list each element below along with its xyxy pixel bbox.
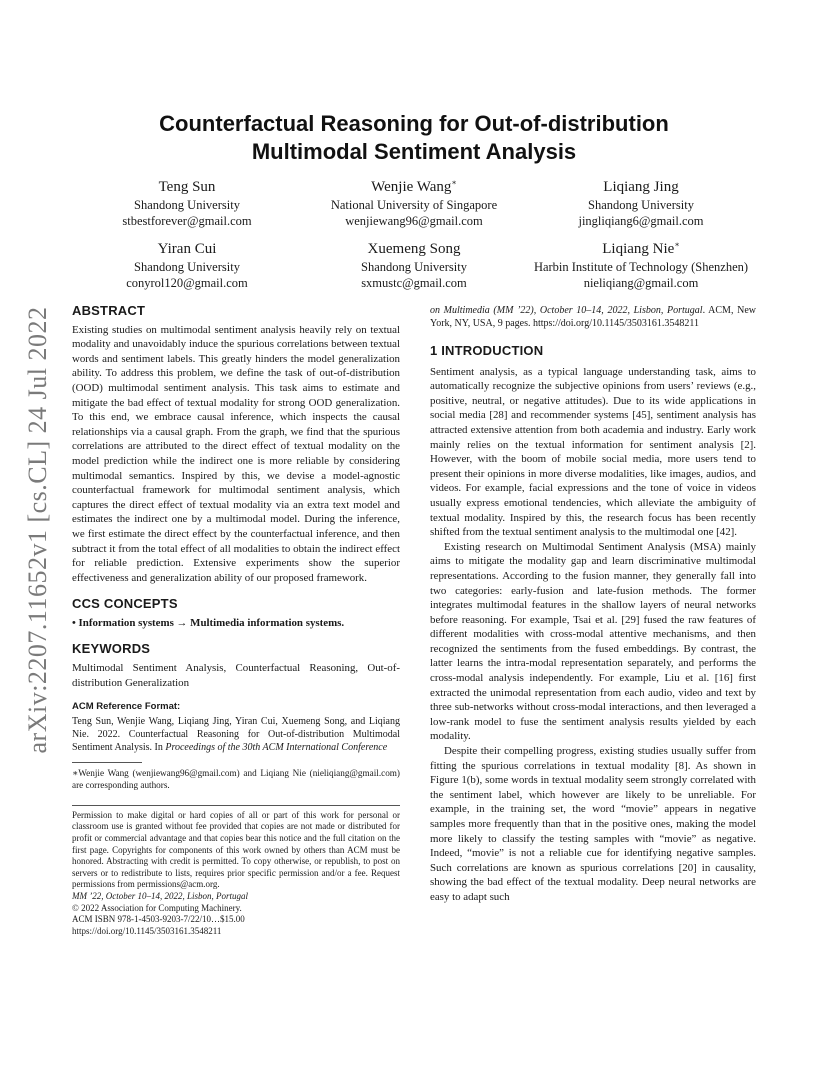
abstract-text: Existing studies on multimodal sentiment analysis heavily rely on textual modality and unavoidably induce the spurious correlations between textual words and sentiment labels. This greatly hinders the model generalization ability. To address this problem, we define the task of out-of-distribution (OOD) multimodal sentiment analysis. This task aims to estimate and mitigate the bad effect of textual modality for strong OOD generalization. To this end, we embrace causal inference, which inspects the causal relationships via a causal graph. From the graph, we find that the spurious correlations are attributed to the direct effect of textual modality on the model prediction while the indirect one is more reliable by considering multimodal semantics. Inspired by this, we devise a model-agnostic counterfactual framework for multimodal sentiment analysis, which captures the direct effect of textual modality via an extra text model and estimates the indirect one by a multimodal model. During the inference, we first estimate the direct effect by the counterfactual inference, and then subtract it from the total effect of all modalities to obtain the indirect effect for reliable prediction. Extensive experiments show the superior effectiveness and generalization ability of our proposed framework. (72, 323, 400, 584)
author-email: stbestforever@gmail.com (122, 214, 252, 228)
author-row-2 (74, 240, 754, 291)
permission-divider (72, 805, 400, 806)
author-name: Liqiang Nie (602, 241, 675, 257)
author-affiliation: Shandong University (588, 198, 694, 212)
arxiv-identifier (16, 300, 60, 760)
permission-block (72, 810, 400, 938)
author-affiliation: Shandong University (134, 198, 240, 212)
abstract-heading: ABSTRACT (72, 303, 146, 318)
title-line-2: Multimodal Sentiment Analysis (251, 139, 577, 164)
author-email: sxmustc@gmail.com (361, 276, 467, 290)
author-affiliation: Harbin Institute of Technology (Shenzhen) (533, 260, 749, 274)
author-row-1 (74, 178, 754, 229)
author-affiliation: Shandong University (361, 260, 467, 274)
author-name: Liqiang Jing (603, 179, 679, 195)
acm-reference-continued (430, 304, 756, 330)
corresponding-author-footnote: ∗Wenjie Wang (wenjiewang96@gmail.com) and Liqiang Nie (nieliqiang@gmail.com) are corresponding authors. (72, 767, 400, 790)
permission-text: Permission to make digital or hard copies of all or part of this work for personal or classroom use is granted without fee provided that copies are not made or distributed for profit or commercial advantage and that copies bear this notice and the full citation on the first page. Copyrights for components of this work owned by others than ACM must be honored. Abstracting with credit is permitted. To copy otherwise, or republish, to post on servers or to redistribute to lists, requires prior specific permission and/or a fee. Request permissions from permissions@acm.org. (72, 809, 400, 890)
author-affiliation: National University of Singapore (330, 198, 498, 212)
ccs-heading: CCS CONCEPTS (72, 596, 178, 612)
author-name: Xuemeng Song (367, 241, 461, 257)
author (528, 178, 754, 229)
acm-reference-heading: ACM Reference Format: (72, 701, 181, 713)
author (528, 240, 754, 291)
permission-doi: https://doi.org/10.1145/3503161.3548211 (72, 925, 222, 936)
corresponding-marker: ∗ (451, 178, 457, 187)
paper-title (74, 110, 754, 166)
arxiv-id-text: arXiv:2207.11652v1 [cs.CL] 24 Jul 2022 (23, 306, 52, 754)
footnote-divider (72, 762, 142, 763)
ccs-text: • Information systems → Multimedia information systems. (72, 616, 345, 629)
author-email: jingliqiang6@gmail.com (578, 214, 704, 228)
author (74, 240, 300, 291)
keywords-text: Multimodal Sentiment Analysis, Counterfactual Reasoning, Out-of-distribution Generalization (72, 662, 400, 689)
author-affiliation: Shandong University (134, 260, 240, 274)
permission-copyright: © 2022 Association for Computing Machinery. (72, 902, 242, 913)
author-name: Teng Sun (158, 179, 216, 195)
left-column (72, 304, 400, 937)
permission-conference: MM ’22, October 10–14, 2022, Lisbon, Portugal (72, 891, 248, 901)
intro-paragraph-3: Despite their compelling progress, existing studies usually suffer from fitting the spurious correlations in textual modality [8]. As shown in Figure 1(b), some words in textual modality seem strongly correlated with the sentiment label, which however are likely to be unreliable. For example, in the training set, the word “movie” appears in negative samples more frequently than that in the positive ones, making the model more likely to classify the testing samples with “movie” as negative. Indeed, “movie” is not a reliable cue for identifying negative samples. Such correlations are known as spurious correlations [20] in causality, showing the bad effect of the textual modality. Deep neural networks are easy to adapt such (430, 745, 756, 903)
intro-paragraph-2: Existing research on Multimodal Sentiment Analysis (MSA) mainly aims to mitigate the modality gap and learn discriminative multimodal representations. According to the fusion manner, they generally fall into two categories: early-fusion and late-fusion methods. The former integrates multimodal features in the shallow layers of neural networks before reasoning. For example, Tsai et al. [29] fused the raw features of different modalities with cross-modal attentive mechanisms, and then recognized the sentiments from the fused embeddings. By contrast, the latter learns the intra-modal representation separately, and performs the cross-modal analysis independently. For example, Liu et al. [16] first extracted the unimodal representation from each audio, video and text by three sub-networks without cross-modal interactions, and then leveraged a low-rank model to fuse the sentiment analysis results yielded by each modality. (430, 540, 756, 743)
acm-reference-text (72, 715, 400, 754)
author-email: conyrol120@gmail.com (126, 276, 248, 290)
corresponding-marker: ∗ (674, 240, 680, 249)
right-column (430, 304, 756, 905)
permission-isbn: ACM ISBN 978-1-4503-9203-7/22/10…$15.00 (72, 914, 245, 925)
author (74, 178, 300, 229)
author-block (74, 178, 754, 302)
keywords-heading: KEYWORDS (72, 641, 151, 657)
intro-paragraph-1: Sentiment analysis, as a typical language understanding task, aims to automatically recognize the subjective opinions from users’ reviews (e.g., positive, neutral, or negative attitudes). Due to its wide applications in social media [28] and recommender systems [45], sentiment analysis has attracted extensive attention from both academia and industry. Early work mainly relies on the textual information for sentiment analysis [2]. However, with the boom of mobile social media, more users tend to present their opinions in more diverse modalities, like images, audios, and videos. For example, facial expressions and the tone of voice in videos usually express emotional tendencies, which alleviate the ambiguity of textual modality. Inspired by this, the research focus has been recently shifted from the textual sentiment analysis to the multimodal one [42]. (430, 365, 756, 539)
author-name: Yiran Cui (157, 241, 217, 257)
acm-reference-body: Teng Sun, Wenjie Wang, Liqiang Jing, Yiran Cui, Xuemeng Song, and Liqiang Nie. 2022. Counterfactual Reasoning for Out-of-distribution Multimodal Sentiment Analysis. In (72, 715, 400, 753)
title-line-1: Counterfactual Reasoning for Out-of-distribution (159, 111, 669, 136)
author (301, 240, 527, 291)
author-name: Wenjie Wang (371, 179, 452, 195)
author-email: wenjiewang96@gmail.com (345, 214, 483, 228)
author-email: nieliqiang@gmail.com (583, 276, 699, 290)
author (301, 178, 527, 229)
acm-reference-tail: . ACM, New York, NY, USA, 9 pages. https://doi.org/10.1145/3503161.3548211 (430, 305, 756, 329)
acm-reference-venue-start: Proceedings of the 30th ACM International Conference (165, 741, 388, 753)
introduction-heading: 1 INTRODUCTION (430, 343, 544, 358)
acm-reference-venue-end: on Multimedia (MM ’22), October 10–14, 2022, Lisbon, Portugal (430, 305, 703, 316)
